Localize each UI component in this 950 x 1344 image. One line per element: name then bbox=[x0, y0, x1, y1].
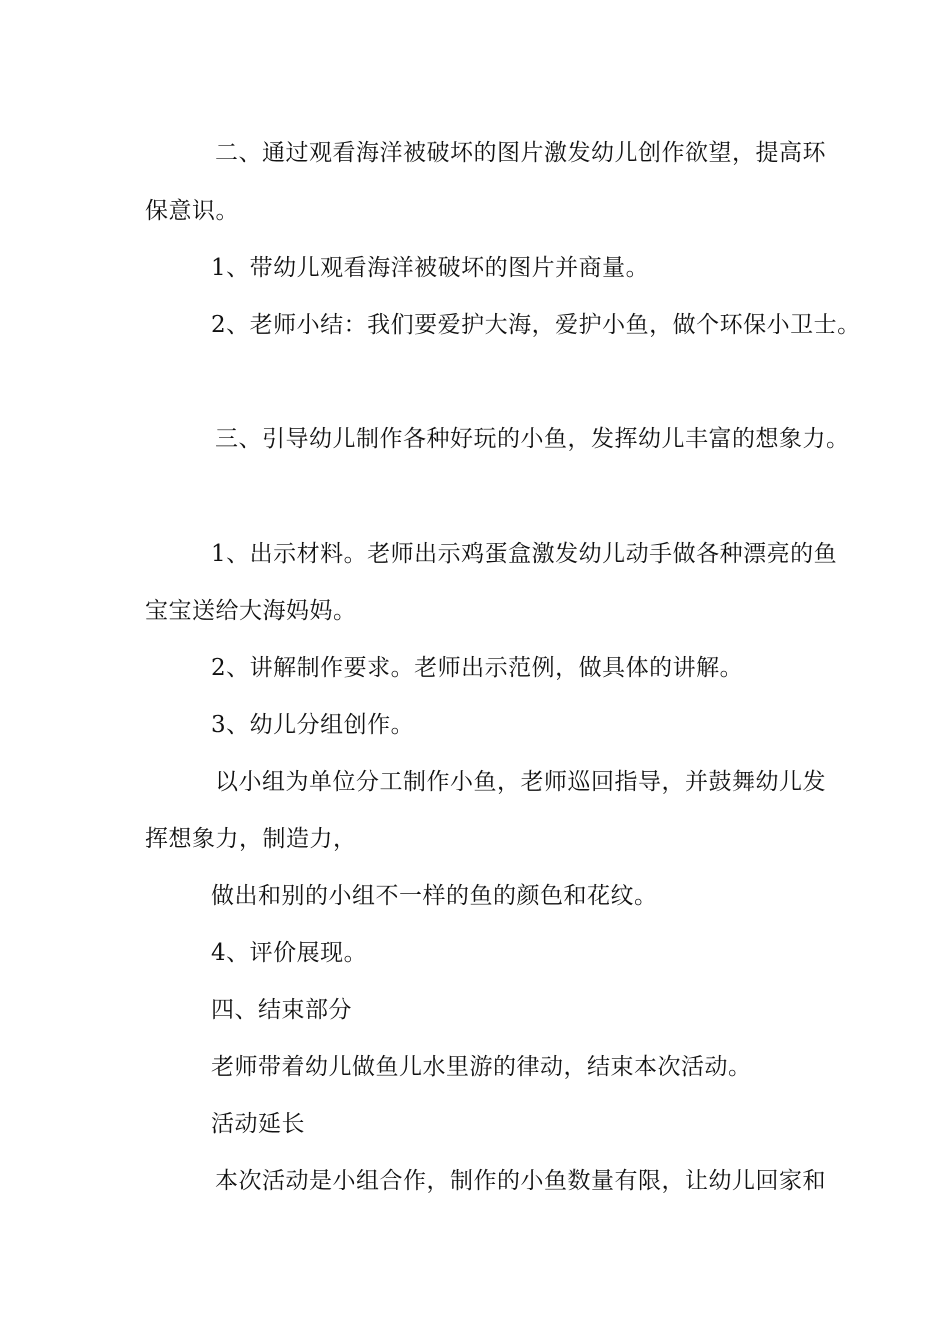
paragraph-line: 以小组为单位分工制作小鱼，老师巡回指导，并鼓舞幼儿发 bbox=[215, 769, 826, 795]
paragraph-line: 4、评价展现。 bbox=[211, 940, 368, 966]
paragraph-line: 2、讲解制作要求。老师出示范例，做具体的讲解。 bbox=[211, 655, 744, 681]
paragraph-line: 2、老师小结：我们要爱护大海，爱护小鱼，做个环保小卫士。 bbox=[211, 312, 861, 338]
paragraph-line: 挥想象力，制造力， bbox=[145, 826, 357, 852]
paragraph-line: 做出和别的小组不一样的鱼的颜色和花纹。 bbox=[211, 883, 658, 909]
paragraph-line: 宝宝送给大海妈妈。 bbox=[145, 598, 357, 624]
section-heading: 活动延长 bbox=[211, 1111, 305, 1137]
paragraph-line: 3、幼儿分组创作。 bbox=[211, 712, 415, 738]
paragraph-line: 本次活动是小组合作，制作的小鱼数量有限，让幼儿回家和 bbox=[215, 1168, 826, 1194]
paragraph-line: 1、带幼儿观看海洋被破坏的图片并商量。 bbox=[211, 255, 650, 281]
section-heading: 四、结束部分 bbox=[211, 997, 352, 1023]
paragraph-line: 老师带着幼儿做鱼儿水里游的律动，结束本次活动。 bbox=[211, 1054, 752, 1080]
paragraph-line: 二、通过观看海洋被破坏的图片激发幼儿创作欲望，提高环 bbox=[215, 140, 826, 166]
section-heading: 三、引导幼儿制作各种好玩的小鱼，发挥幼儿丰富的想象力。 bbox=[215, 426, 850, 452]
paragraph-line: 1、出示材料。老师出示鸡蛋盒激发幼儿动手做各种漂亮的鱼 bbox=[211, 541, 838, 567]
paragraph-line: 保意识。 bbox=[145, 198, 239, 224]
